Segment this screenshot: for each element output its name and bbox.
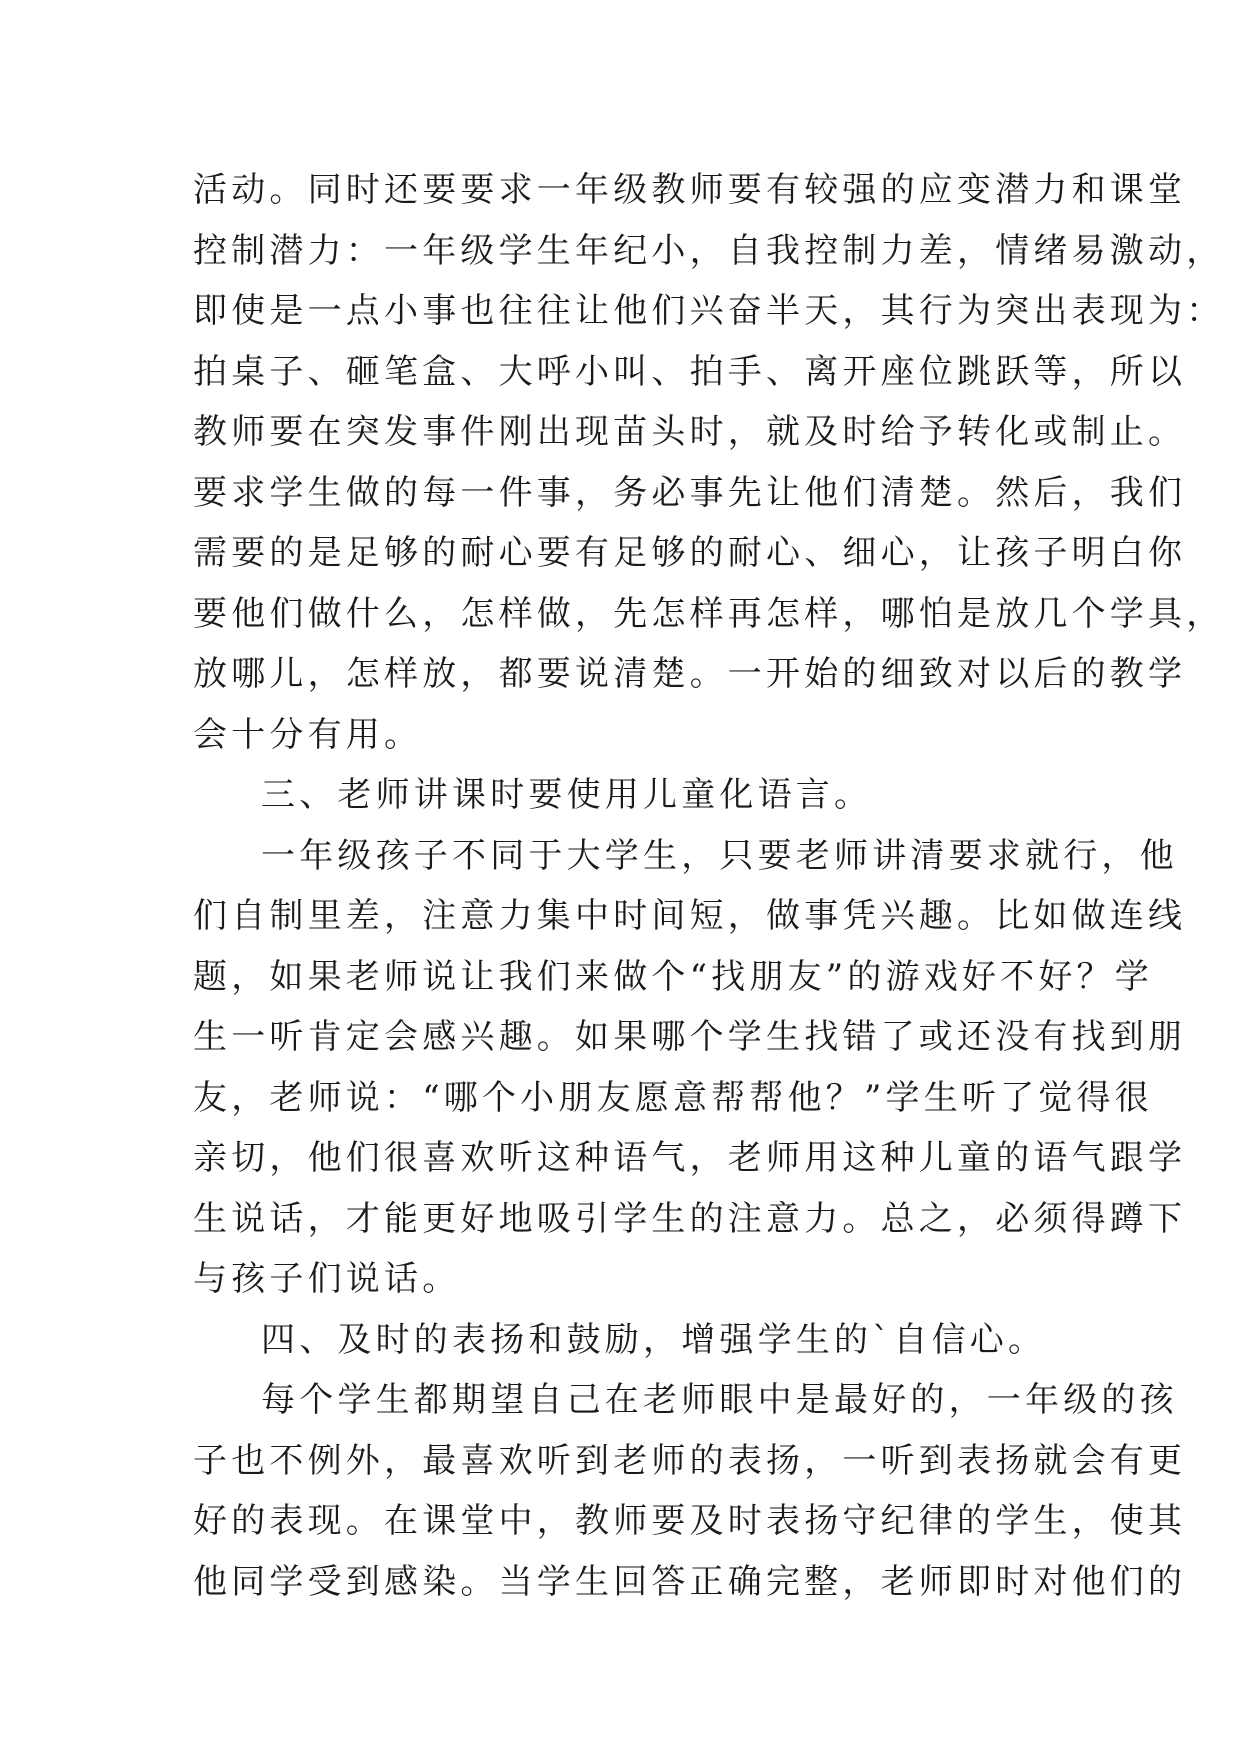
text-line: 生一听肯定会感兴趣。如果哪个学生找错了或还没有找到朋: [193, 1017, 1187, 1057]
text-line: 他同学受到感染。当学生回答正确完整，老师即时对他们的: [193, 1561, 1187, 1602]
text-line: 要他们做什么，怎样做，先怎样再怎样，哪怕是放几个学具，: [193, 593, 1225, 634]
text-line: 一年级孩子不同于大学生，只要老师讲清要求就行，他: [261, 835, 1178, 876]
text-line: 活动。同时还要要求一年级教师要有较强的应变潜力和课堂: [193, 170, 1187, 210]
text-line: 生说话，才能更好地吸引学生的注意力。总之，必须得蹲下: [193, 1198, 1187, 1239]
section-heading: 四、及时的表扬和鼓励，增强学生的`自信心。: [261, 1319, 1047, 1360]
section-heading: 三、老师讲课时要使用儿童化语言。: [261, 775, 873, 815]
text-line: 每个学生都期望自己在老师眼中是最好的，一年级的孩: [261, 1380, 1178, 1420]
text-line: 们自制里差，注意力集中时间短，做事凭兴趣。比如做连线: [193, 896, 1187, 936]
text-line: 亲切，他们很喜欢听这种语气，老师用这种儿童的语气跟学: [193, 1138, 1187, 1178]
text-line: 友，老师说：“哪个小朋友愿意帮帮他？”学生听了觉得很: [193, 1077, 1153, 1118]
text-line: 好的表现。在课堂中，教师要及时表扬守纪律的学生，使其: [193, 1501, 1187, 1541]
text-line: 题，如果老师说让我们来做个“找朋友”的游戏好不好？学: [193, 956, 1153, 997]
text-line: 需要的是足够的耐心要有足够的耐心、细心，让孩子明白你: [193, 533, 1187, 573]
text-line: 会十分有用。: [193, 714, 423, 755]
text-line: 要求学生做的每一件事，务必事先让他们清楚。然后，我们: [193, 472, 1187, 513]
text-line: 控制潜力：一年级学生年纪小，自我控制力差，情绪易激动，: [193, 230, 1225, 271]
text-line: 放哪儿，怎样放，都要说清楚。一开始的细致对以后的教学: [193, 654, 1187, 694]
text-line: 教师要在突发事件刚出现苗头时，就及时给予转化或制止。: [193, 412, 1187, 452]
text-line: 即使是一点小事也往往让他们兴奋半天，其行为突出表现为：: [193, 291, 1225, 331]
text-line: 与孩子们说话。: [193, 1259, 461, 1299]
document-body: [193, 160, 1225, 1612]
text-line: 子也不例外，最喜欢听到老师的表扬，一听到表扬就会有更: [193, 1440, 1187, 1481]
text-line: 拍桌子、砸笔盒、大呼小叫、拍手、离开座位跳跃等，所以: [193, 351, 1187, 392]
